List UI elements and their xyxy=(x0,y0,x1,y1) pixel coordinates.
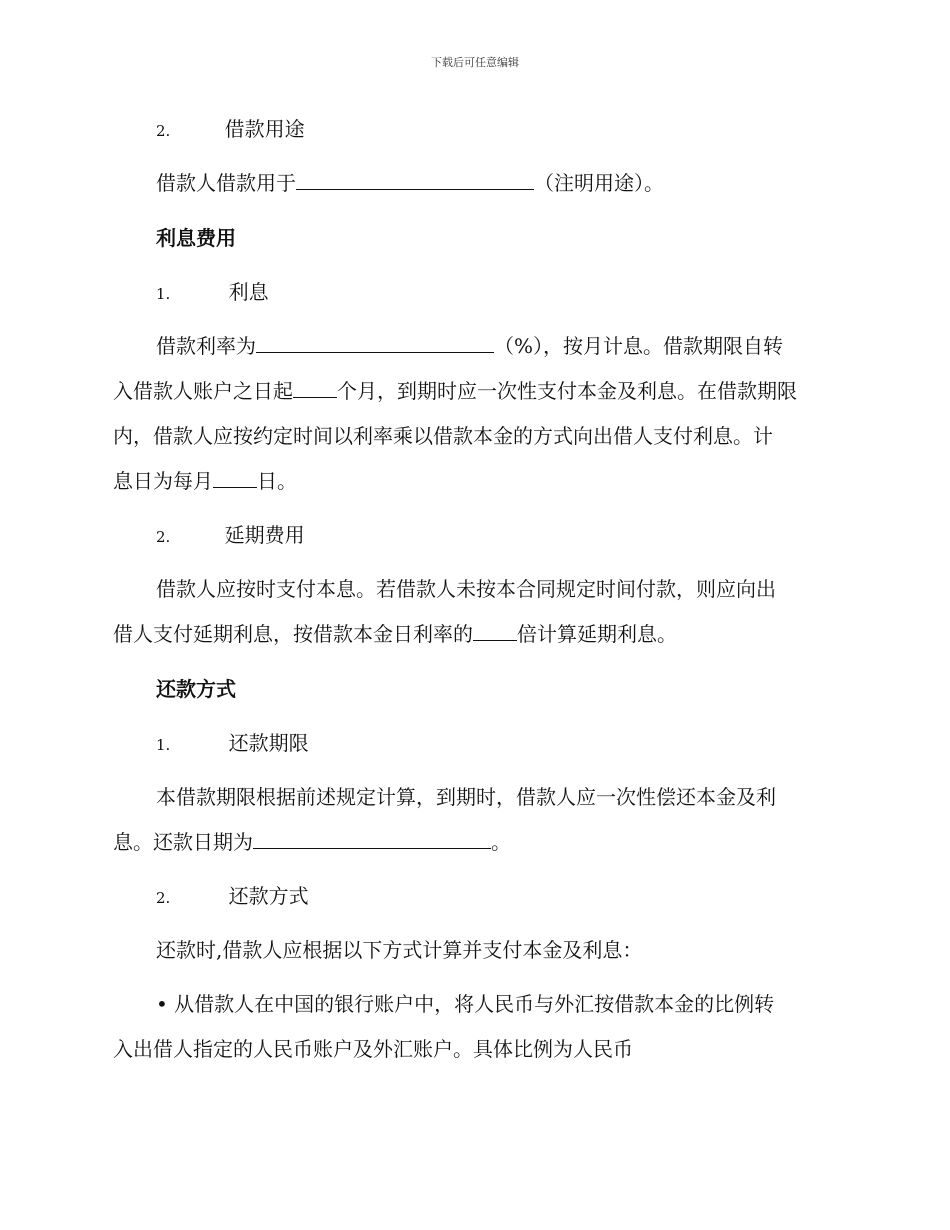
paragraph-line xyxy=(113,468,297,494)
item-title: 利息 xyxy=(228,280,269,304)
item-title: 还款方式 xyxy=(228,884,309,908)
paragraph-text: 个月，到期时应一次性支付本金及利息。在借款期限 xyxy=(337,379,797,403)
fill-blank xyxy=(253,830,491,849)
paragraph-text: （%），按月计息。借款期限自转 xyxy=(494,334,784,358)
item-number: 2. xyxy=(156,122,171,140)
item-number: 2. xyxy=(156,528,171,546)
paragraph-text: 借人支付延期利息，按借款本金日利率的 xyxy=(113,622,473,646)
paragraph-line xyxy=(113,829,511,855)
paragraph-text: 入借款人账户之日起 xyxy=(113,379,293,403)
page-header: 下载后可任意编辑 xyxy=(431,56,519,69)
paragraph-line: 借款人应按时支付本息。若借款人未按本合同规定时间付款，则应向出 xyxy=(156,577,776,601)
repayment-term-item xyxy=(156,730,309,758)
fill-blank xyxy=(213,469,257,488)
usage-paragraph xyxy=(156,170,664,196)
repayment-method-item xyxy=(156,883,309,911)
paragraph-text: 日。 xyxy=(257,469,297,493)
paragraph-text: （注明用途）。 xyxy=(534,171,664,195)
paragraph-line xyxy=(113,621,677,647)
item-number: 1. xyxy=(156,736,171,754)
bullet-line: • 从借款人在中国的银行账户中，将人民币与外汇按借款本金的比例转 xyxy=(156,992,775,1016)
bullet-line: 入出借人指定的人民币账户及外汇账户。具体比例为人民币 xyxy=(113,1037,633,1061)
item-title: 延期费用 xyxy=(224,523,305,547)
fill-blank xyxy=(256,334,494,353)
paragraph-line: 还款时,借款人应根据以下方式计算并支付本金及利息： xyxy=(156,938,643,962)
section-heading: 还款方式 xyxy=(156,677,236,701)
item-title: 还款期限 xyxy=(228,731,309,755)
paragraph-line: 本借款期限根据前述规定计算，到期时，借款人应一次性偿还本金及利 xyxy=(156,785,776,809)
paragraph-text: 借款人借款用于 xyxy=(156,171,296,195)
fill-blank xyxy=(473,622,517,641)
usage-item xyxy=(156,116,305,144)
section-heading: 利息费用 xyxy=(156,226,236,250)
paragraph-text: 。 xyxy=(491,830,511,854)
paragraph-text: 息日为每月 xyxy=(113,469,213,493)
item-number: 1. xyxy=(156,285,171,303)
fill-blank xyxy=(296,171,534,190)
paragraph-line xyxy=(156,333,783,359)
late-fee-item xyxy=(156,522,305,550)
paragraph-text: 倍计算延期利息。 xyxy=(517,622,677,646)
paragraph-text: 息。还款日期为 xyxy=(113,830,253,854)
interest-item xyxy=(156,279,269,307)
paragraph-line: 内，借款人应按约定时间以利率乘以借款本金的方式向出借人支付利息。计 xyxy=(113,424,773,448)
item-number: 2. xyxy=(156,889,171,907)
paragraph-text: 借款利率为 xyxy=(156,334,256,358)
paragraph-line xyxy=(113,378,797,404)
item-title: 借款用途 xyxy=(224,117,305,141)
fill-blank xyxy=(293,379,337,398)
